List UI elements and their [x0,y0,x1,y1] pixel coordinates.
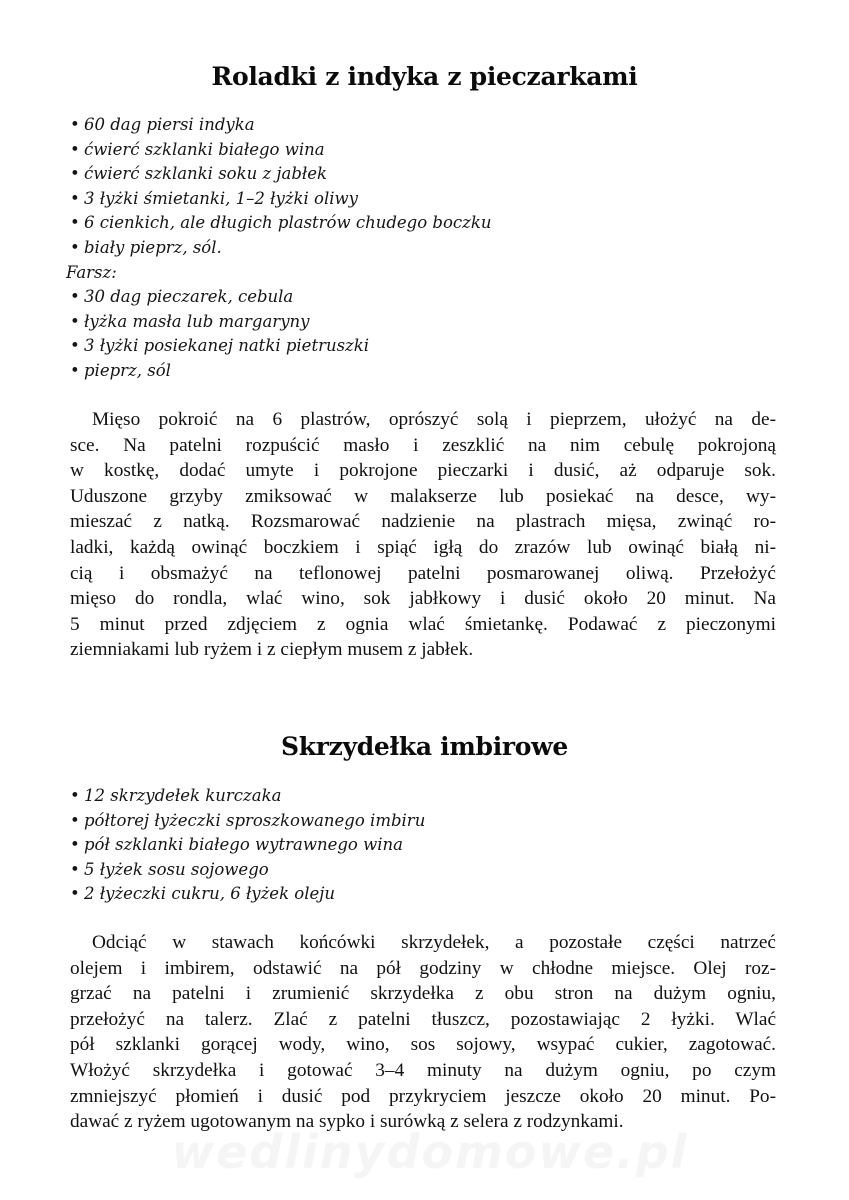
bullet-icon: • [70,311,80,331]
bullet-icon: • [70,835,80,855]
watermark: wedlinydomowe.pl [171,1125,689,1179]
ingredient-list [66,113,492,384]
instructions-paragraph: Odciąć w stawach końcówki skrzydełek, a pozostałe części natrzeć olejem i imbirem, odstawić na pół godziny w chłodne miejsce. Olej roz- grzać na patelni i zrumienić skrzydełka z obu stron na dużym ogniu, przełożyć na talerz. Zlać z patelni tłuszcz, pozostawiając 2 łyżki. Wlać pół szklanki gorącej wody, wino, sos sojowy, wsypać cukier, zagotować. Włożyć skrzydełka i gotować 3–4 minuty na dużym ogniu, po czym zmniejszyć płomień i dusić pod przykryciem jeszcze około 20 minut. Po- dawać z ryżem ugotowanym na sypko i surówką z selera z rodzynkami. [70,932,776,1133]
ingredient-item: • 6 cienkich, ale długich plastrów chudego boczku [70,211,491,236]
instructions-paragraph: Mięso pokroić na 6 plastrów, oprószyć solą i pieprzem, ułożyć na de- sce. Na patelni rozpuścić masło i zeszklić na nim cebulę pokrojoną w kostkę, dodać umyte i pokrojone pieczarki i dusić, aż odparuje sok. Uduszone grzyby zmiksować w malakserze lub posiekać na desce, wy- mieszać z natką. Rozsmarować nadzienie na plastrach mięsa, zwinąć ro- ladki, każdą owinąć boczkiem i spiąć igłą do zrazów lub owinąć białą ni- cią i obsmażyć na teflonowej patelni posmarowanej oliwą. Przełożyć mięso do rondla, wlać wino, sok jabłkowy i dusić około 20 minut. Na 5 minut przed zdjęciem z ognia wlać śmietankę. Podawać z pieczonymi ziemniakami lub ryżem i z ciepłym musem z jabłek. [70,409,776,661]
bullet-icon: • [70,786,80,805]
filling-subheading: Farsz: [66,262,117,282]
ingredient-list [70,784,425,907]
ingredient-item: • 5 łyżek sosu sojowego [70,858,425,883]
bullet-icon: • [70,287,80,307]
ingredient-item: • 60 dag piersi indyka [70,113,491,138]
bullet-icon: • [70,336,80,356]
bullet-icon: • [70,237,80,257]
bullet-icon: • [70,810,80,830]
bullet-icon: • [70,884,80,904]
ingredient-item: • półtorej łyżeczki sproszkowanego imbiru [70,809,425,834]
ingredient-item: • ćwierć szklanki białego wina [70,138,491,163]
ingredient-item: • pół szklanki białego wytrawnego wina [70,833,425,858]
ingredient-item: • 2 łyżeczki cukru, 6 łyżek oleju [70,882,425,907]
ingredient-item: • pieprz, sól [70,359,491,384]
recipe-title: Roladki z indyka z pieczarkami [211,62,638,91]
ingredient-item: • biały pieprz, sól. [70,236,491,261]
ingredient-item: • ćwierć szklanki soku z jabłek [70,162,491,187]
ingredient-item: • 3 łyżki posiekanej natki pietruszki [70,334,491,359]
bullet-icon: • [70,188,80,208]
recipe-title: Skrzydełka imbirowe [280,732,568,761]
ingredient-item: • 12 skrzydełek kurczaka [70,784,425,809]
bullet-icon: • [70,360,80,380]
bullet-icon: • [70,139,80,159]
ingredient-item: • łyżka masła lub margaryny [70,310,491,335]
bullet-icon: • [70,213,80,233]
ingredient-item: • 30 dag pieczarek, cebula [70,285,491,310]
bullet-icon: • [70,115,80,134]
bullet-icon: • [70,859,80,879]
ingredient-item: • 3 łyżki śmietanki, 1–2 łyżki oliwy [70,187,491,212]
bullet-icon: • [70,164,80,184]
